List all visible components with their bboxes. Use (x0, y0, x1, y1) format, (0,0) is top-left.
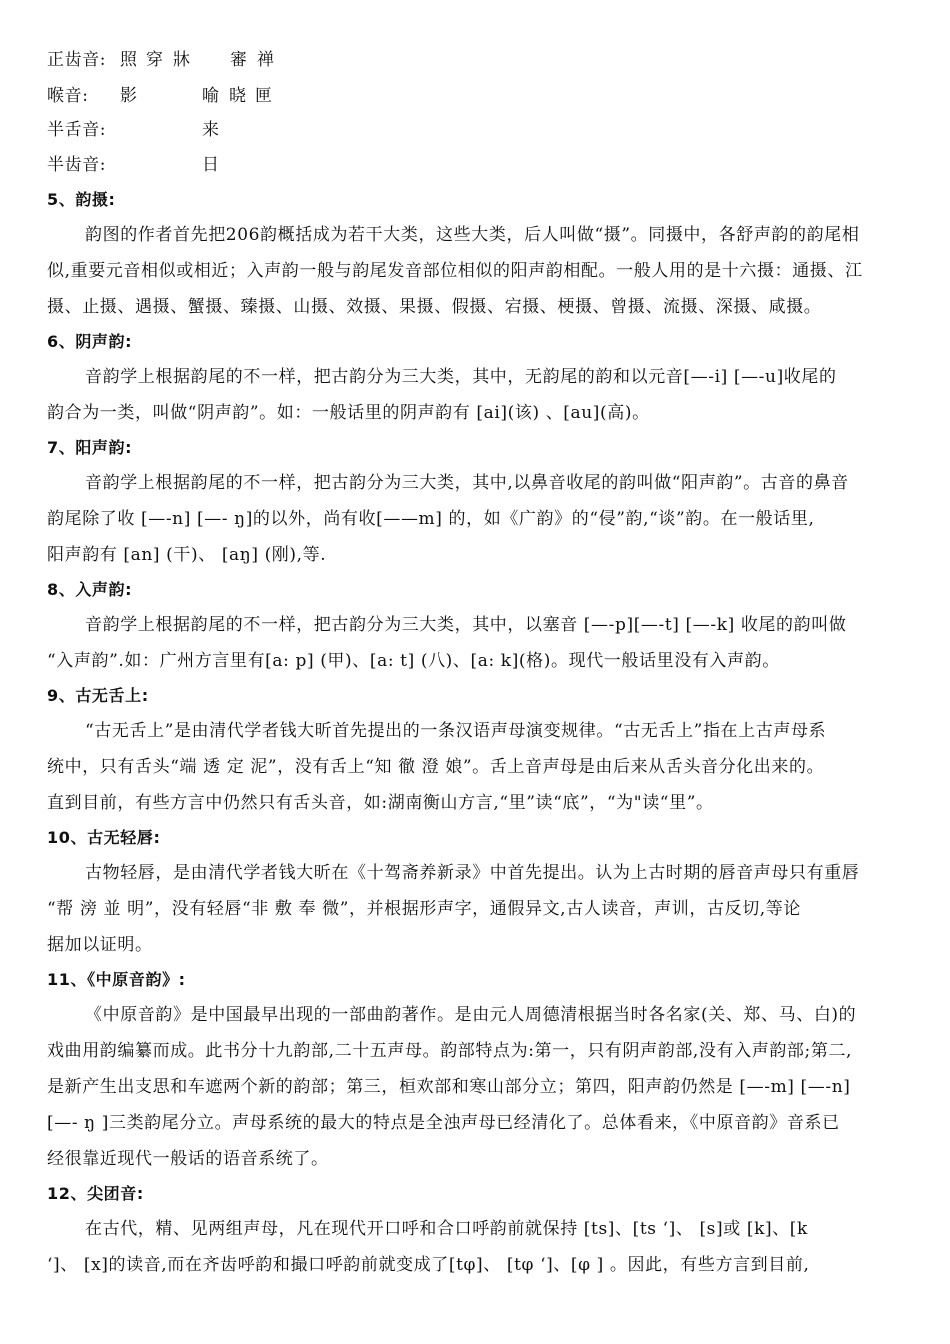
paragraph-line: 音韵学上根据韵尾的不一样，把古韵分为三大类，其中，以塞音 [—-p][—-t] [—-k] 收尾的韵叫做 (85, 615, 847, 635)
paragraph-line: 统中，只有舌头“端 透 定 泥”，没有舌上“知 徹 澄 娘”。舌上音声母是由后来从舌头音分化出来的。 (47, 757, 825, 777)
section-heading: 11、《中原音韵》: (47, 970, 186, 989)
paragraph-line: 古物轻唇，是由清代学者钱大昕在《十驾斋养新录》中首先提出。认为上古时期的唇音声母只有重唇 (85, 863, 860, 883)
paragraph-line: 戏曲用韵编纂而成。此书分十九韵部,二十五声母。韵部特点为:第一，只有阴声韵部,没有入声韵部;第二, (47, 1041, 853, 1061)
paragraph-line: 据加以证明。 (47, 935, 153, 955)
initials-category: 喉音: (47, 86, 89, 106)
section-heading: 6、阴声韵: (47, 332, 133, 351)
paragraph-line: 是新产生出支思和车遮两个新的韵部；第三，桓欢部和寒山部分立；第四，阳声韵仍然是 [—-m] [—-n] (47, 1077, 851, 1097)
initials-cell: 日 (202, 155, 220, 175)
paragraph-line: “帮 滂 並 明”，没有轻唇“非 敷 奉 微”，并根据形声字，通假异文,古人读音，声训，古反切,等论 (47, 899, 801, 919)
paragraph-line: [—- ŋ ]三类韵尾分立。声母系统的最大的特点是全浊声母已经清化了。总体看来，《中原音韵》音系已 (47, 1113, 840, 1133)
initials-cell: 晓 (229, 86, 247, 106)
initials-cell: 来 (202, 120, 220, 140)
section-heading: 5、韵摄: (47, 190, 116, 209)
initials-cell: 照 (120, 50, 138, 70)
initials-cell: 影 (120, 86, 138, 106)
section-heading: 10、古无轻唇: (47, 828, 161, 847)
initials-cell: 審 (230, 50, 248, 70)
paragraph-line: 韵合为一类，叫做“阴声韵”。如：一般话里的阴声韵有 [ai](该) 、[au](高)。 (47, 403, 650, 423)
section-heading: 8、入声韵: (47, 580, 133, 599)
initials-category: 正齿音: (47, 50, 107, 70)
paragraph-line: 音韵学上根据韵尾的不一样，把古韵分为三大类，其中，无韵尾的韵和以元音[—-i] [—-u]收尾的 (85, 367, 837, 387)
paragraph-line: 音韵学上根据韵尾的不一样，把古韵分为三大类，其中,以鼻音收尾的韵叫做“阳声韵”。古音的鼻音 (85, 473, 849, 493)
paragraph-line: 阳声韵有 [an] (干)、 [aŋ] (刚),等. (47, 545, 327, 565)
initials-cell: 牀 (173, 50, 191, 70)
initials-category: 半舌音: (47, 120, 107, 140)
paragraph-line: 《中原音韵》是中国最早出现的一部曲韵著作。是由元人周德清根据当时各名家(关、郑、马、白)的 (85, 1005, 857, 1025)
paragraph-line: 韵图的作者首先把206韵概括成为若干大类，这些大类，后人叫做“摄”。同摄中，各舒声韵的韵尾相 (85, 225, 860, 245)
paragraph-line: 在古代，精、见两组声母，凡在现代开口呼和合口呼韵前就保持 [ts]、[ts ‘]、 [s]或 [k]、[k (85, 1219, 808, 1239)
paragraph-line: “入声韵”.如：广州方言里有[a: p] (甲)、[a: t] (八)、[a: k](格)。现代一般话里没有入声韵。 (47, 651, 780, 671)
paragraph-line: 直到目前，有些方言中仍然只有舌头音，如:湖南衡山方言,“里”读“底”，“为"读“里”。 (47, 793, 714, 813)
initials-cell: 禅 (257, 50, 275, 70)
section-heading: 12、尖团音: (47, 1184, 144, 1203)
section-heading: 9、古无舌上: (47, 686, 149, 705)
initials-category: 半齿音: (47, 155, 107, 175)
paragraph-line: “古无舌上”是由清代学者钱大昕首先提出的一条汉语声母演变规律。“古无舌上”指在上古声母系 (85, 721, 827, 741)
paragraph-line: 韵尾除了收 [—-n] [—- ŋ]的以外，尚有收[——m] 的，如《广韵》的“侵”韵,“谈”韵。在一般话里, (47, 509, 815, 529)
section-heading: 7、阳声韵: (47, 438, 133, 457)
paragraph-line: 摄、止摄、遇摄、蟹摄、臻摄、山摄、效摄、果摄、假摄、宕摄、梗摄、曾摄、流摄、深摄、咸摄。 (47, 297, 822, 317)
initials-cell: 穿 (146, 50, 164, 70)
initials-cell: 喻 (202, 86, 220, 106)
paragraph-line: 经很靠近现代一般话的语音系统了。 (47, 1149, 329, 1169)
paragraph-line: ‘]、 [x]的读音,而在齐齿呼韵和撮口呼韵前就变成了[tφ]、 [tφ ‘]、[φ ] 。因此，有些方言到目前, (47, 1255, 810, 1275)
paragraph-line: 似,重要元音相似或相近；入声韵一般与韵尾发音部位相似的阳声韵相配。一般人用的是十六摄：通摄、江 (47, 261, 863, 281)
initials-cell: 匣 (255, 86, 273, 106)
